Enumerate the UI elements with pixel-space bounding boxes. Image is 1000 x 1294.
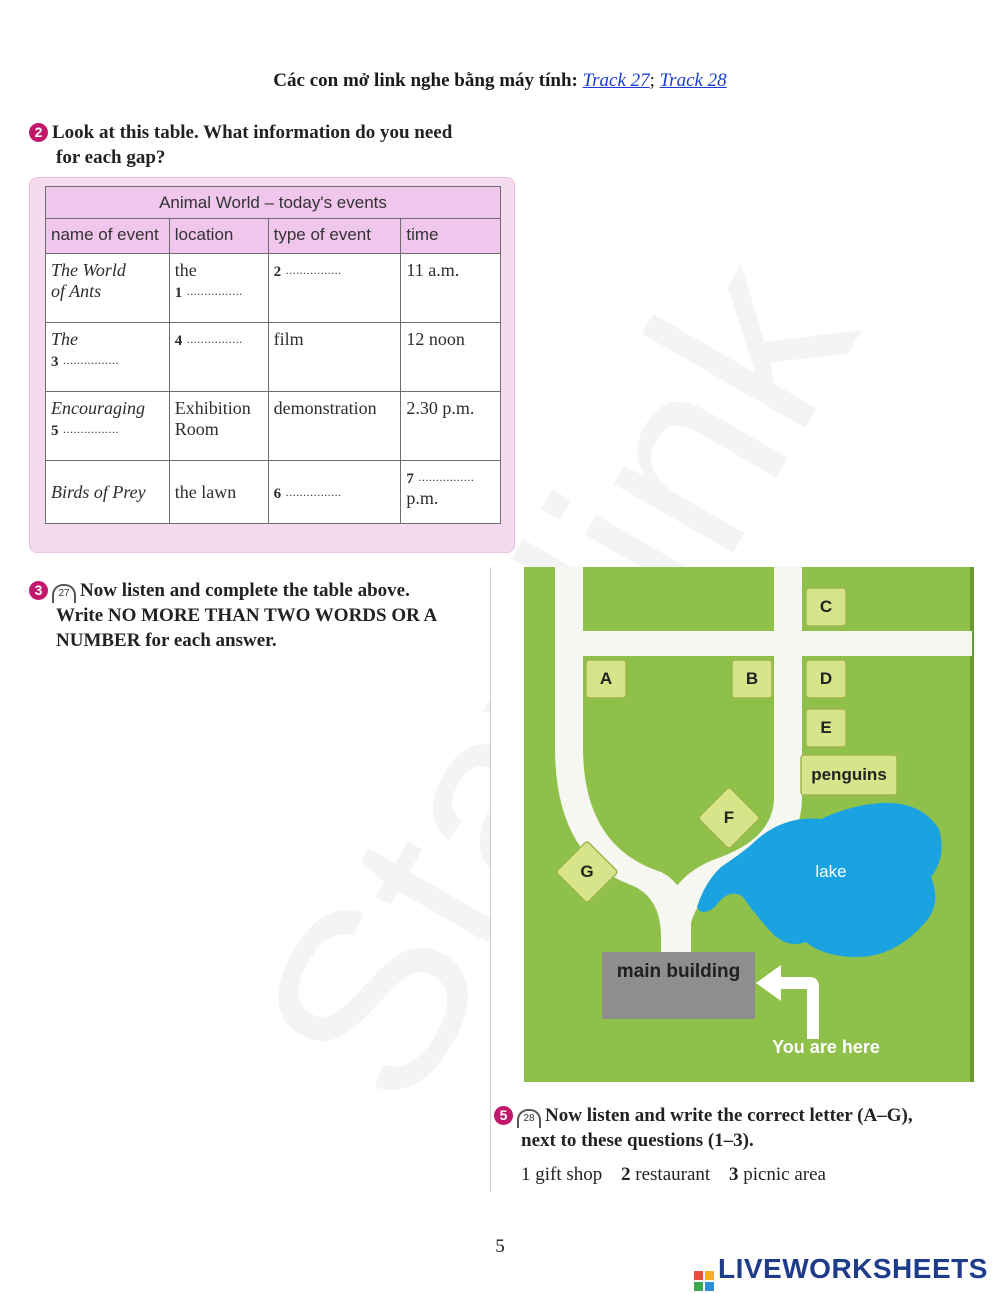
exercise-3-line3: NUMBER for each answer. xyxy=(56,630,277,651)
map-label-f: F xyxy=(723,808,735,827)
cell-time: 12 noon xyxy=(401,323,501,392)
column-header-time: time xyxy=(401,219,501,254)
map-label-penguins: penguins xyxy=(811,765,887,784)
headphones-icon: 27 xyxy=(52,584,76,603)
map-label-lake: lake xyxy=(815,862,847,881)
track-28-link[interactable]: Track 28 xyxy=(659,70,727,91)
gap-7-input[interactable]: 7 ................ xyxy=(406,470,475,487)
map-label-d: D xyxy=(819,669,833,688)
cell-time: 2.30 p.m. xyxy=(401,392,501,461)
cell-location: the 1 ................ xyxy=(169,254,268,323)
cell-type xyxy=(268,254,401,323)
liveworksheets-logo xyxy=(694,1252,988,1291)
cell-name: Encouraging 5 ................ xyxy=(46,392,170,461)
gap-6-input[interactable]: 6 ................ xyxy=(273,484,342,502)
park-map xyxy=(490,567,974,1192)
exercise-5-number: 5 xyxy=(494,1106,513,1125)
cell-location: Exhibition Room xyxy=(169,392,268,461)
column-header-name: name of event xyxy=(46,219,170,254)
exercise-2-number: 2 xyxy=(29,123,48,142)
table-row xyxy=(46,323,501,392)
header-prefix: Các con mở link nghe bằng máy tính: xyxy=(273,70,578,91)
exercise-3-number: 3 xyxy=(29,581,48,600)
map-label-e: E xyxy=(820,718,832,737)
list-item: 1 gift shop xyxy=(521,1164,603,1185)
events-table xyxy=(45,186,501,524)
gap-1-input[interactable]: 1 ................ xyxy=(174,284,243,301)
cell-name: The 3 ................ xyxy=(46,323,170,392)
map-label-a: A xyxy=(599,669,613,688)
map-label-b: B xyxy=(745,669,759,688)
cell-time: 7 ................ p.m. xyxy=(401,461,501,524)
exercise-5-instruction xyxy=(494,1103,974,1153)
table-title: Animal World – today's events xyxy=(46,187,501,219)
map-label-main-building: main building xyxy=(616,961,741,982)
gap-4-input[interactable]: 4 ................ xyxy=(174,332,243,349)
exercise-3-line1: Now listen and complete the table above. xyxy=(80,580,410,601)
cell-type: film xyxy=(268,323,401,392)
cell-location xyxy=(169,323,268,392)
track-27-link[interactable]: Track 27 xyxy=(582,70,650,91)
exercise-3-instruction xyxy=(29,578,479,653)
headphones-icon: 28 xyxy=(517,1109,541,1128)
page-number: 5 xyxy=(495,1236,505,1257)
map-label-you-are-here: You are here xyxy=(772,1037,880,1057)
exercise-5 xyxy=(494,1103,974,1187)
list-item: 3 picnic area xyxy=(728,1164,826,1185)
link-separator: ; xyxy=(649,70,655,91)
exercise-2-line2: for each gap? xyxy=(56,147,166,168)
exercise-2-instruction xyxy=(29,120,509,170)
list-item: 2 restaurant xyxy=(621,1164,711,1185)
table-row xyxy=(46,254,501,323)
gap-5-input[interactable]: 5 ................ xyxy=(51,422,119,439)
cell-time: 11 a.m. xyxy=(401,254,501,323)
gap-2-input[interactable]: 2 ................ xyxy=(273,263,342,280)
gap-3-input[interactable]: 3 ................ xyxy=(51,353,119,370)
main-path-stem xyxy=(661,907,691,955)
page-header xyxy=(0,70,1000,92)
exercise-5-items xyxy=(521,1162,974,1187)
map-label-c: C xyxy=(819,597,833,616)
map-label-g: G xyxy=(580,862,594,881)
cell-name: Birds of Prey xyxy=(46,461,170,524)
logo-icon xyxy=(694,1271,714,1291)
cell-type: demonstration xyxy=(268,392,401,461)
cell-type xyxy=(268,461,401,524)
exercise-5-line1: Now listen and write the correct letter (A–G), xyxy=(545,1105,913,1126)
cell-location: the lawn xyxy=(169,461,268,524)
horizontal-path xyxy=(555,631,972,656)
exercise-2-line1: Look at this table. What information do you need xyxy=(52,122,453,143)
cell-name: The World of Ants xyxy=(46,254,170,323)
logo-text: LIVEWORKSHEETS xyxy=(718,1253,988,1284)
exercise-3-line2: Write NO MORE THAN TWO WORDS OR A xyxy=(56,605,438,626)
column-header-location: location xyxy=(169,219,268,254)
table-row xyxy=(46,461,501,524)
column-header-type: type of event xyxy=(268,219,401,254)
exercise-5-line2: next to these questions (1–3). xyxy=(521,1130,754,1151)
table-row xyxy=(46,392,501,461)
